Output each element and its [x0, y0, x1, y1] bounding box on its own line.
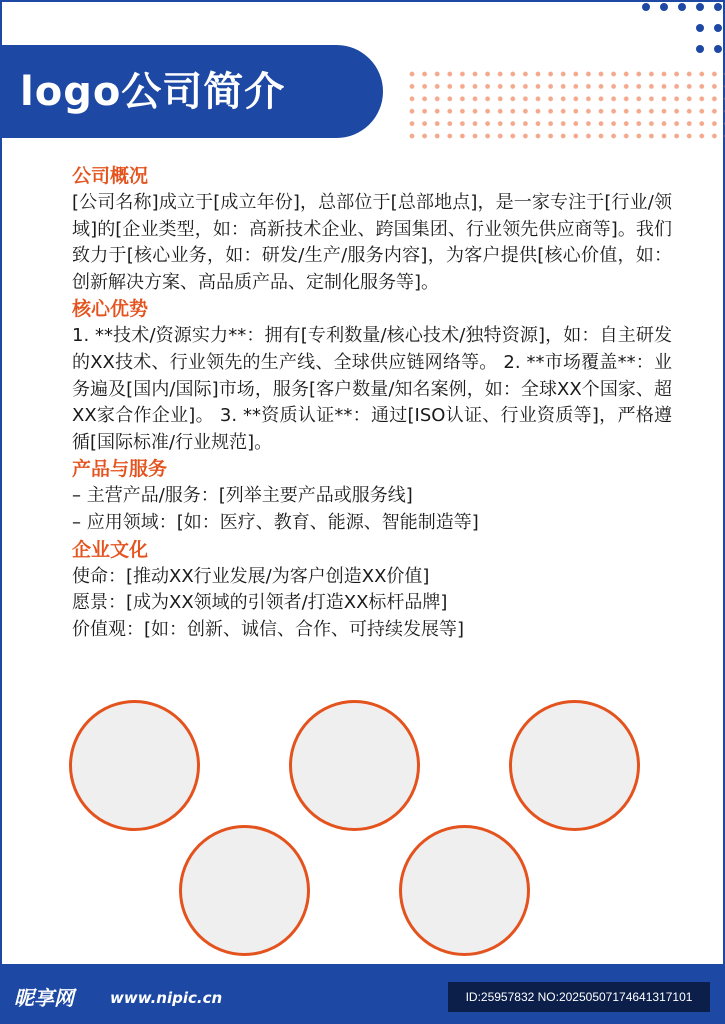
products-line: – 应用领域：[如：医疗、教育、能源、智能制造等] — [72, 511, 479, 533]
photo-placeholder-circle — [289, 700, 420, 831]
photo-placeholder-circle — [509, 700, 640, 831]
photo-placeholder-circle — [399, 825, 530, 956]
content-body — [72, 163, 672, 643]
section-heading-culture: 企业文化 — [72, 538, 149, 561]
culture-line: 价值观：[如：创新、诚信、合作、可持续发展等] — [72, 618, 465, 640]
blue-dot-pattern — [632, 0, 725, 60]
advantages-paragraph: 1. **技术/资源实力**：拥有[专利数量/核心技术/独特资源]，如：自主研发的XX技术、行业领先的生产线、全球供应链网络等。 2. **市场覆盖**：业务遍及[国内/国际]市场，服务[客户数量/知名案例，如：全球XX个国家、超XX家合作企业]。 3. **资质认证**：通过[ISO认证、行业资质等]，严格遵循[国际标准/行业规范]。 — [72, 325, 672, 453]
image-id-badge: ID:25957832 NO:20250507174641317101 — [448, 982, 710, 1012]
overview-paragraph: [公司名称]成立于[成立年份]，总部位于[总部地点]，是一家专注于[行业/领域]的[企业类型，如：高新技术企业、跨国集团、行业领先供应商等]。我们致力于[核心业务，如：研发/生产/服务内容]，为客户提供[核心价值，如：创新解决方案、高品质产品、定制化服务等]。 — [72, 192, 672, 293]
orange-dot-pattern — [408, 70, 725, 140]
section-heading-products: 产品与服务 — [72, 458, 168, 481]
page-title: logo公司简介 — [20, 69, 286, 115]
culture-line: 愿景：[成为XX领域的引领者/打造XX标杆品牌] — [72, 592, 448, 614]
section-heading-overview: 公司概况 — [72, 165, 149, 187]
photo-placeholder-circle — [179, 825, 310, 956]
products-line: – 主营产品/服务：[列举主要产品或服务线] — [72, 485, 413, 507]
footer-brand: 昵享网 — [14, 986, 74, 1010]
photo-placeholder-circle — [69, 700, 200, 831]
section-heading-advantages: 核心优势 — [72, 298, 149, 321]
footer-brand-url: www.nipic.cn — [110, 989, 223, 1007]
culture-line: 使命：[推动XX行业发展/为客户创造XX价值] — [72, 565, 430, 587]
